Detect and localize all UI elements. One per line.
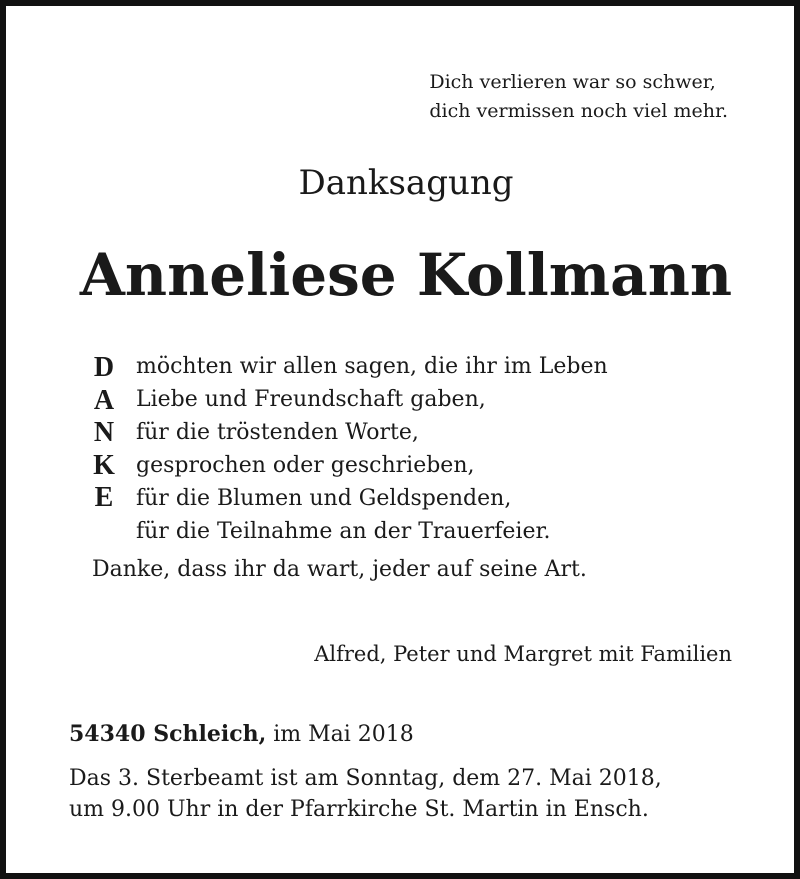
thanks-line: für die tröstenden Worte, [136, 420, 419, 445]
acrostic-letter: K [93, 449, 115, 481]
service-line: Das 3. Sterbeamt ist am Sonntag, dem 27. Mai 2018, [69, 766, 662, 791]
thanks-text [136, 350, 608, 548]
service-line: um 9.00 Uhr in der Pfarrkirche St. Martin in Ensch. [69, 797, 649, 822]
notice-heading: Danksagung [298, 163, 514, 203]
acrostic-letter: N [93, 417, 115, 448]
closing-line: Danke, dass ihr da wart, jeder auf seine Art. [92, 557, 587, 582]
acrostic-letter: A [93, 384, 115, 416]
motto-line: Dich verlieren war so schwer, [429, 71, 716, 93]
motto-line: dich vermissen noch viel mehr. [429, 100, 728, 122]
place-location: 54340 Schleich, [69, 721, 267, 747]
thanks-line: Liebe und Freundschaft gaben, [136, 387, 486, 412]
memorial-motto [429, 68, 728, 126]
acrostic-letter: E [94, 482, 114, 513]
thanks-line: für die Blumen und Geldspenden, [136, 486, 512, 511]
deceased-name: Anneliese Kollmann [79, 241, 733, 309]
thanks-line: für die Teilnahme an der Trauerfeier. [136, 519, 551, 544]
thanks-line: möchten wir allen sagen, die ihr im Leben [136, 354, 608, 379]
service-info [69, 763, 662, 825]
signers: Alfred, Peter und Margret mit Familien [314, 642, 732, 666]
acrostic-letter: D [93, 352, 115, 383]
place-date: im Mai 2018 [266, 722, 414, 747]
thanks-line: gesprochen oder geschrieben, [136, 453, 475, 478]
place-and-date [69, 718, 414, 751]
acrostic-letters [86, 352, 122, 515]
